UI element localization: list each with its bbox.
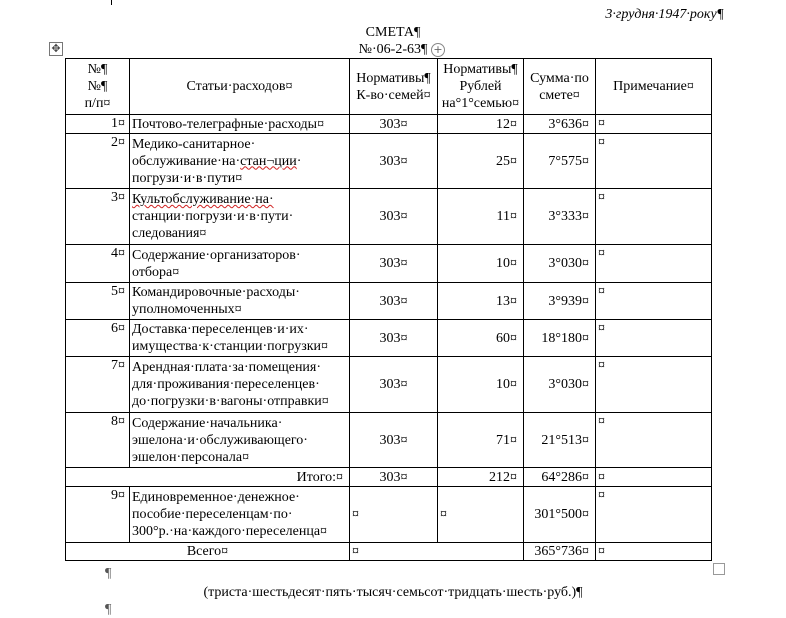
subtotal-families[interactable]: 303¤: [350, 468, 438, 487]
families-count[interactable]: 303¤: [350, 115, 438, 134]
header-note: Примечание¤: [596, 59, 712, 115]
document-date: 3·грудня·1947·року¶: [605, 7, 724, 22]
rubles-per-family[interactable]: 13¤: [438, 283, 524, 320]
total-label[interactable]: Всего¤: [66, 543, 350, 561]
rubles-per-family[interactable]: 10¤: [438, 245, 524, 283]
subtotal-label[interactable]: Итого:¤: [66, 468, 350, 487]
table-row: [66, 134, 712, 189]
total-empty-cell[interactable]: ¤: [350, 543, 524, 561]
row-number[interactable]: 4¤: [66, 245, 130, 283]
rubles-per-family[interactable]: 12¤: [438, 115, 524, 134]
rubles-per-family[interactable]: 10¤: [438, 357, 524, 413]
estimate-sum[interactable]: 7°575¤: [524, 134, 596, 189]
expense-item[interactable]: Единовременное·денежное· пособие·переселенцам·по· 300°р.·на·каждого·переселенца¤: [130, 487, 350, 543]
estimate-sum[interactable]: 3°030¤: [524, 357, 596, 413]
amount-in-words: (триста·шестьдесят·пять·тысяч·семьсот·тридцать·шесть·руб.)¶: [203, 585, 583, 600]
families-count[interactable]: 303¤: [350, 357, 438, 413]
families-count[interactable]: 303¤: [350, 320, 438, 357]
table-header-row: [66, 59, 712, 115]
document-number: №·06-2-63¶: [358, 42, 428, 57]
total-sum[interactable]: 365°736¤: [524, 543, 596, 561]
estimate-sum[interactable]: 18°180¤: [524, 320, 596, 357]
note-cell[interactable]: ¤: [596, 320, 712, 357]
table-row: [66, 283, 712, 320]
row-number[interactable]: 1¤: [66, 115, 130, 134]
rubles-per-family[interactable]: ¤: [438, 487, 524, 543]
header-norm-families: Нормативы¶ К-во·семей¤: [350, 59, 438, 115]
subtotal-rubles[interactable]: 212¤: [438, 468, 524, 487]
row-number[interactable]: 9¤: [66, 487, 130, 543]
note-cell[interactable]: ¤: [596, 357, 712, 413]
rubles-per-family[interactable]: 11¤: [438, 189, 524, 245]
estimate-sum[interactable]: 301°500¤: [524, 487, 596, 543]
table-resize-handle-icon[interactable]: [713, 563, 725, 575]
note-cell[interactable]: ¤: [596, 283, 712, 320]
subtotal-note[interactable]: ¤: [596, 468, 712, 487]
families-count[interactable]: 303¤: [350, 413, 438, 468]
paragraph-mark: ¶: [105, 602, 112, 617]
row-number[interactable]: 7¤: [66, 357, 130, 413]
rubles-per-family[interactable]: 71¤: [438, 413, 524, 468]
document-title: СМЕТА¶: [365, 25, 421, 40]
add-column-icon[interactable]: +: [431, 43, 445, 57]
expense-item[interactable]: Доставка·переселенцев·и·их· имущества·к·станции·погрузки¤: [130, 320, 350, 357]
expense-item[interactable]: Медико-санитарное· обслуживание·на·стан¬ции· погрузи·и·в·пути¤: [130, 134, 350, 189]
subtotal-sum[interactable]: 64°286¤: [524, 468, 596, 487]
note-cell[interactable]: ¤: [596, 413, 712, 468]
table-row: [66, 487, 712, 543]
estimate-sum[interactable]: 3°939¤: [524, 283, 596, 320]
note-cell[interactable]: ¤: [596, 189, 712, 245]
expense-item[interactable]: Почтово-телеграфные·расходы¤: [130, 115, 350, 134]
header-sum: Сумма·по смете¤: [524, 59, 596, 115]
table-row: [66, 189, 712, 245]
text-boundary-mark: [111, 0, 112, 5]
table-row: [66, 320, 712, 357]
estimate-sum[interactable]: 3°333¤: [524, 189, 596, 245]
estimate-sum[interactable]: 21°513¤: [524, 413, 596, 468]
total-row: [66, 543, 712, 561]
header-expense-items: Статьи·расходов¤: [130, 59, 350, 115]
expense-item[interactable]: Командировочные·расходы· уполномоченных¤: [130, 283, 350, 320]
families-count[interactable]: 303¤: [350, 245, 438, 283]
row-number[interactable]: 2¤: [66, 134, 130, 189]
estimate-table[interactable]: [65, 58, 712, 561]
expense-item[interactable]: Культобслуживание·на· станции·погрузи·и·в·пути· следования¤: [130, 189, 350, 245]
row-number[interactable]: 3¤: [66, 189, 130, 245]
note-cell[interactable]: ¤: [596, 115, 712, 134]
note-cell[interactable]: ¤: [596, 245, 712, 283]
table-move-handle-icon[interactable]: ✥: [49, 42, 63, 56]
families-count[interactable]: ¤: [350, 487, 438, 543]
families-count[interactable]: 303¤: [350, 283, 438, 320]
estimate-sum[interactable]: 3°030¤: [524, 245, 596, 283]
document-title-block: [0, 24, 786, 58]
estimate-sum[interactable]: 3°636¤: [524, 115, 596, 134]
header-norm-rubles: Нормативы¶ Рублей на°1°семью¤: [438, 59, 524, 115]
families-count[interactable]: 303¤: [350, 189, 438, 245]
table-row: [66, 357, 712, 413]
row-number[interactable]: 5¤: [66, 283, 130, 320]
paragraph-mark: ¶: [105, 566, 112, 581]
rubles-per-family[interactable]: 25¤: [438, 134, 524, 189]
total-note[interactable]: ¤: [596, 543, 712, 561]
expense-item[interactable]: Содержание·организаторов· отбора¤: [130, 245, 350, 283]
row-number[interactable]: 8¤: [66, 413, 130, 468]
table-row: [66, 245, 712, 283]
table-row: [66, 115, 712, 134]
header-num: №¶ №¶ п/п¤: [66, 59, 130, 115]
rubles-per-family[interactable]: 60¤: [438, 320, 524, 357]
expense-item[interactable]: Арендная·плата·за·помещения· для·проживания·переселенцев· до·погрузки·в·вагоны·отправки¤: [130, 357, 350, 413]
expense-item[interactable]: Содержание·начальника· эшелона·и·обслуживающего· эшелон·персонала¤: [130, 413, 350, 468]
families-count[interactable]: 303¤: [350, 134, 438, 189]
note-cell[interactable]: ¤: [596, 134, 712, 189]
row-number[interactable]: 6¤: [66, 320, 130, 357]
table-row: [66, 413, 712, 468]
note-cell[interactable]: ¤: [596, 487, 712, 543]
subtotal-row: [66, 468, 712, 487]
